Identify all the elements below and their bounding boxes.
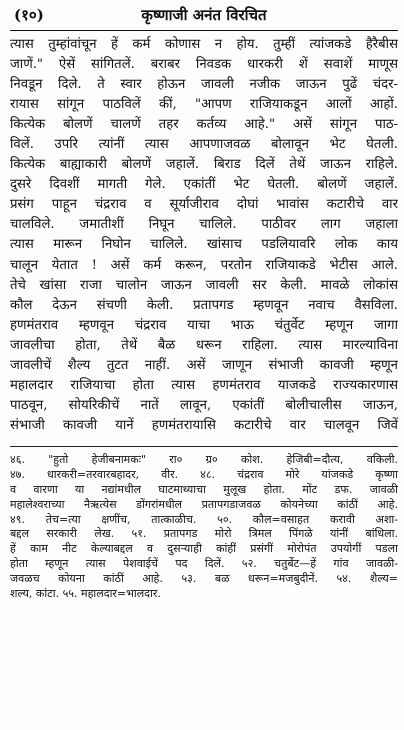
text-line: हणमंतराव म्हणवून चंद्रराव याचा भाऊ चंतुर्वेट म्हणून जागा bbox=[10, 317, 398, 333]
text-line: त्यास मारून निघोन चालिले. खांसाच पडलियावरि लोक काय bbox=[10, 237, 398, 253]
footnote-line: जवळच कोयना कांठीं आहे. ५३. बळ धरून=मजबुदीनें. ५४. शैल्य= bbox=[10, 572, 398, 586]
page-header bbox=[10, 4, 398, 31]
footnote-line: व वारणा या नद्यांमधील घाटमाथ्याचा मुलूख होता. मोंट डफ. जावळी bbox=[10, 482, 398, 496]
footnote-divider bbox=[10, 446, 398, 447]
footnote-line: हें काम नीट केल्याबद्दल व दुसऱ्याही कांहीं प्रसंगीं मोरोपंत उपयोगीं पडला bbox=[10, 542, 398, 556]
footnote-line: होता म्हणून त्यास पेशवाईचें पद दिलें. ५२. चतुर्बेट—हें गांव जावळी- bbox=[10, 557, 398, 571]
text-line: तेचे खांसा राजा चालोन जाऊन जावली सर केली. मावळे लोकांस bbox=[10, 277, 398, 293]
body-text bbox=[10, 35, 398, 436]
text-line: चालविले. जमातीशीं निघून चालिले. पाठीवर लाग जहाला bbox=[10, 217, 398, 233]
text-line: जाणें." ऐसें सांगितलें. बराबर निवडक धारकरी शें सवाशें माणूस bbox=[10, 57, 398, 73]
text-line: जावलीचा होता, तेथें बैळ धरून राहिला. त्यास मारल्याविना bbox=[10, 337, 398, 353]
text-line: पाठवून, सोयरिकीचें नातें लावून, एकांतीं बोलीचालीस जाऊन, bbox=[10, 397, 398, 413]
page-title: कृष्णाजी अनंत विरचित bbox=[141, 6, 267, 24]
text-line: त्यास तुम्हांवांचून हें कर्म कोणास न होय. तुम्हीं त्यांजकडे हैरैबीस bbox=[10, 37, 398, 52]
text-line: संभाजी कावजी यानें हणमंतरायासि कटारीचे वार चालवून जिवें bbox=[10, 417, 398, 433]
footnote-line: बद्दल सरकारी लेख. ५१. प्रतापगड मोरो त्रिमल पिंगळे यांनीं बांधिला. bbox=[10, 527, 398, 541]
footnote-line: ४९. तेच=त्या क्षणींच, तात्काळीच. ५०. कौल=वसाहत करावी अशा- bbox=[10, 512, 398, 526]
footnotes bbox=[10, 453, 398, 602]
text-line: निवडून दिले. ते स्वार होऊन जावली नजीक जाऊन पुढें चंदर- bbox=[10, 77, 398, 93]
text-line: रायास सांगून पाठविलें कीं, "आपण राजियाकडून आलों आहों. bbox=[10, 97, 398, 113]
text-line: कित्येक बाह्याकारी बोलणें जहालें. बिराड दिलें तेथें जाऊन राहिले. bbox=[10, 157, 398, 173]
footnote-line: महालेश्वराच्या नैऋत्येस डोंगरांमधील प्रतापगडाजवळ कोयनेच्या कांठीं आहे. bbox=[10, 497, 398, 511]
text-line: महालदार राजियाचा होता त्यास हणमंतराव याजकडे राज्यकारणास bbox=[10, 377, 398, 393]
text-line: विलें. उपरि त्यांनीं त्यास आपणाजवळ बोलावून भेट घेतली. bbox=[10, 137, 398, 153]
text-line: प्रसंग पाहून चंद्रराव व सूर्याजीराव दोघां भावांस कटारीचे वार bbox=[10, 197, 398, 213]
text-line: चालून येतात ! असें कर्म करून, परतोन राजियाकडे भेटीस आले. bbox=[10, 257, 398, 273]
text-line: कौल देऊन संचणी केली. प्रतापगड म्हणवून नवाच वैसविला. bbox=[10, 297, 398, 313]
text-line: दुसरे दिवशीं मागती गेले. एकांतीं भेट घेतली. बोलणें जहालें. bbox=[10, 177, 398, 193]
footnote-line: शल्य, कांटा. ५५. महालदार=भालदार. bbox=[10, 587, 161, 601]
page-number: (१०) bbox=[14, 6, 44, 24]
text-line: जावलीचें शैल्य तुटत नाहीं. असें जाणून संभाजी कावजी म्हणून bbox=[10, 357, 398, 373]
text-line: कित्येक बोलणें चालणें तहर कर्तव्य आहे." असें सांगून पाठ- bbox=[10, 117, 398, 133]
footnote-line: ४६. "हुतो हेजीबनामकः" रा० ग्र० कोश. हेजिबी=दौत्य, वकिली. bbox=[10, 452, 398, 466]
footnote-line: ४७. धारकरी=तरवारबहादर, वीर. ४८. चंद्रराव मोरे यांजकडे कृष्णा bbox=[10, 467, 398, 481]
